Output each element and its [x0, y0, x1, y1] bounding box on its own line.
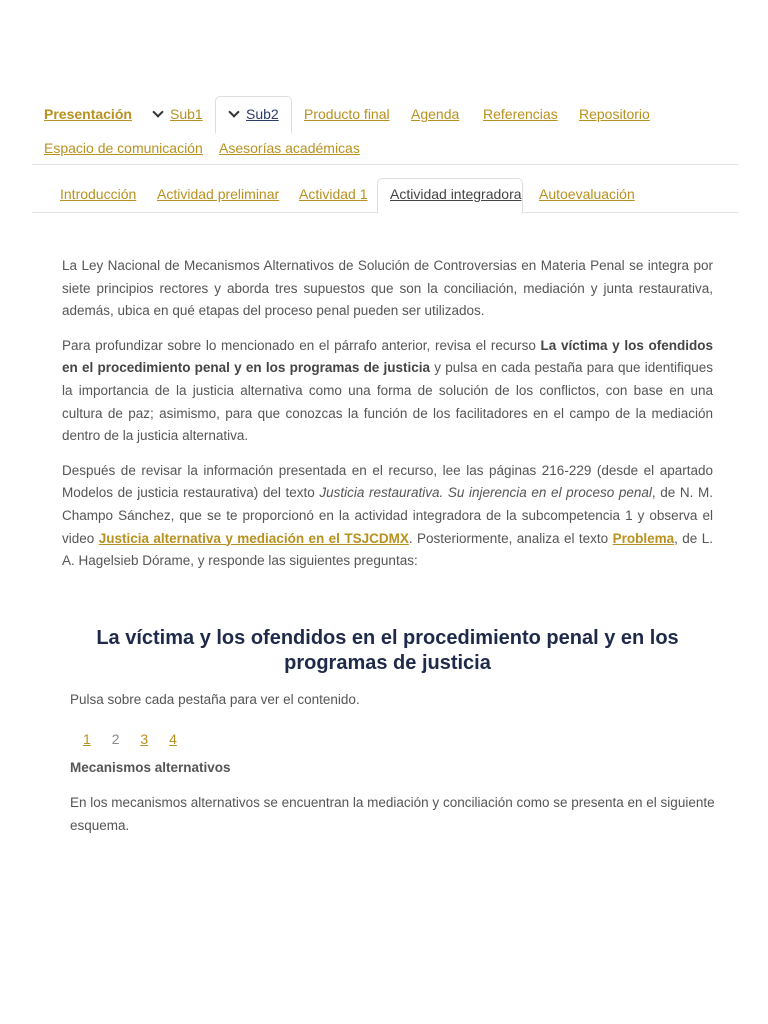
- book-title: Justicia restaurativa. Su injerencia en el proceso penal: [319, 485, 652, 501]
- content-pager: [83, 731, 194, 747]
- nav-repositorio[interactable]: Repositorio: [579, 106, 650, 122]
- nav-sub1-label: Sub1: [170, 106, 203, 122]
- nav-sub2[interactable]: [230, 106, 279, 122]
- nav-referencias[interactable]: Referencias: [483, 106, 558, 122]
- problema-link[interactable]: Problema: [612, 530, 675, 546]
- tab-actividad-integradora[interactable]: Actividad integradora: [390, 186, 522, 202]
- tab-instruction: Pulsa sobre cada pestaña para ver el contenido.: [70, 692, 360, 707]
- resource-title: La víctima y los ofendidos en el procedimiento penal y en los programas de justicia: [62, 337, 713, 376]
- tab-actividad-preliminar[interactable]: Actividad preliminar: [157, 186, 280, 202]
- tab-introduccion[interactable]: Introducción: [60, 186, 137, 202]
- activity-tabs: [32, 178, 738, 213]
- pager-tab-2: 2: [111, 731, 120, 747]
- paragraph-instructions: Después de revisar la información presentada en el recurso, lee las páginas 216-229 (desde el apartado Modelos de justicia restaurativa) del texto Justicia restaurativa. Su injerencia en el proceso penal, de N. M. Champo Sánchez, que se te proporcionó en la actividad integradora de la subcompetencia 1 y observa el video Justicia alternativa y mediación en el TSJCDMX. Posteriormente, analiza el texto Problema, de L. A. Hagelsieb Dórame, y responde las siguientes preguntas:: [62, 462, 714, 569]
- nav-producto-final[interactable]: Producto final: [304, 106, 390, 122]
- nav-sub1[interactable]: [154, 106, 203, 122]
- pane-text: En los mecanismos alternativos se encuentran la mediación y conciliación como se presenta en el siguiente esquema.: [70, 795, 715, 833]
- activity-description: [62, 255, 713, 585]
- nav-agenda[interactable]: Agenda: [411, 106, 460, 122]
- tab-autoevaluacion[interactable]: Autoevaluación: [539, 186, 635, 202]
- nav-sub2-label: Sub2: [246, 106, 279, 122]
- pager-tab-4[interactable]: 4: [169, 731, 177, 747]
- paragraph-resource: Para profundizar sobre lo mencionado en el párrafo anterior, revisa el recurso La víctima y los ofendidos en el procedimiento penal y en los programas de justicia y pulsa en cada pestaña para que identifiques la importancia de la justicia alternativa como una forma de solución de los conflictos, con base en una cultura de paz; asimismo, para que conozcas la función de los facilitadores en el campo de la mediación dentro de la justicia alternativa.: [62, 337, 713, 444]
- resource-heading: La víctima y los ofendidos en el procedimiento penal y en los programas de justicia: [96, 627, 679, 674]
- pane-title: Mecanismos alternativos: [70, 760, 231, 775]
- pager-tab-3[interactable]: 3: [140, 731, 149, 747]
- pager-tab-1[interactable]: 1: [83, 731, 91, 747]
- main-navigation: [32, 96, 738, 165]
- chevron-down-icon: [228, 106, 239, 117]
- paragraph-intro: La Ley Nacional de Mecanismos Alternativos de Solución de Controversias en Materia Penal se integra por siete principios rectores y aborda tres supuestos que son la conciliación, mediación y junta restaurativa, además, ubica en qué etapas del proceso penal pueden ser utilizados.: [62, 258, 713, 319]
- nav-espacio-comunicacion[interactable]: Espacio de comunicación: [44, 140, 203, 156]
- chevron-down-icon: [152, 106, 163, 117]
- tab-actividad-1[interactable]: Actividad 1: [299, 186, 368, 202]
- nav-asesorias[interactable]: Asesorías académicas: [219, 140, 360, 156]
- video-link[interactable]: Justicia alternativa y mediación en el TSJCDMX: [98, 530, 409, 546]
- nav-presentacion[interactable]: Presentación: [44, 106, 132, 122]
